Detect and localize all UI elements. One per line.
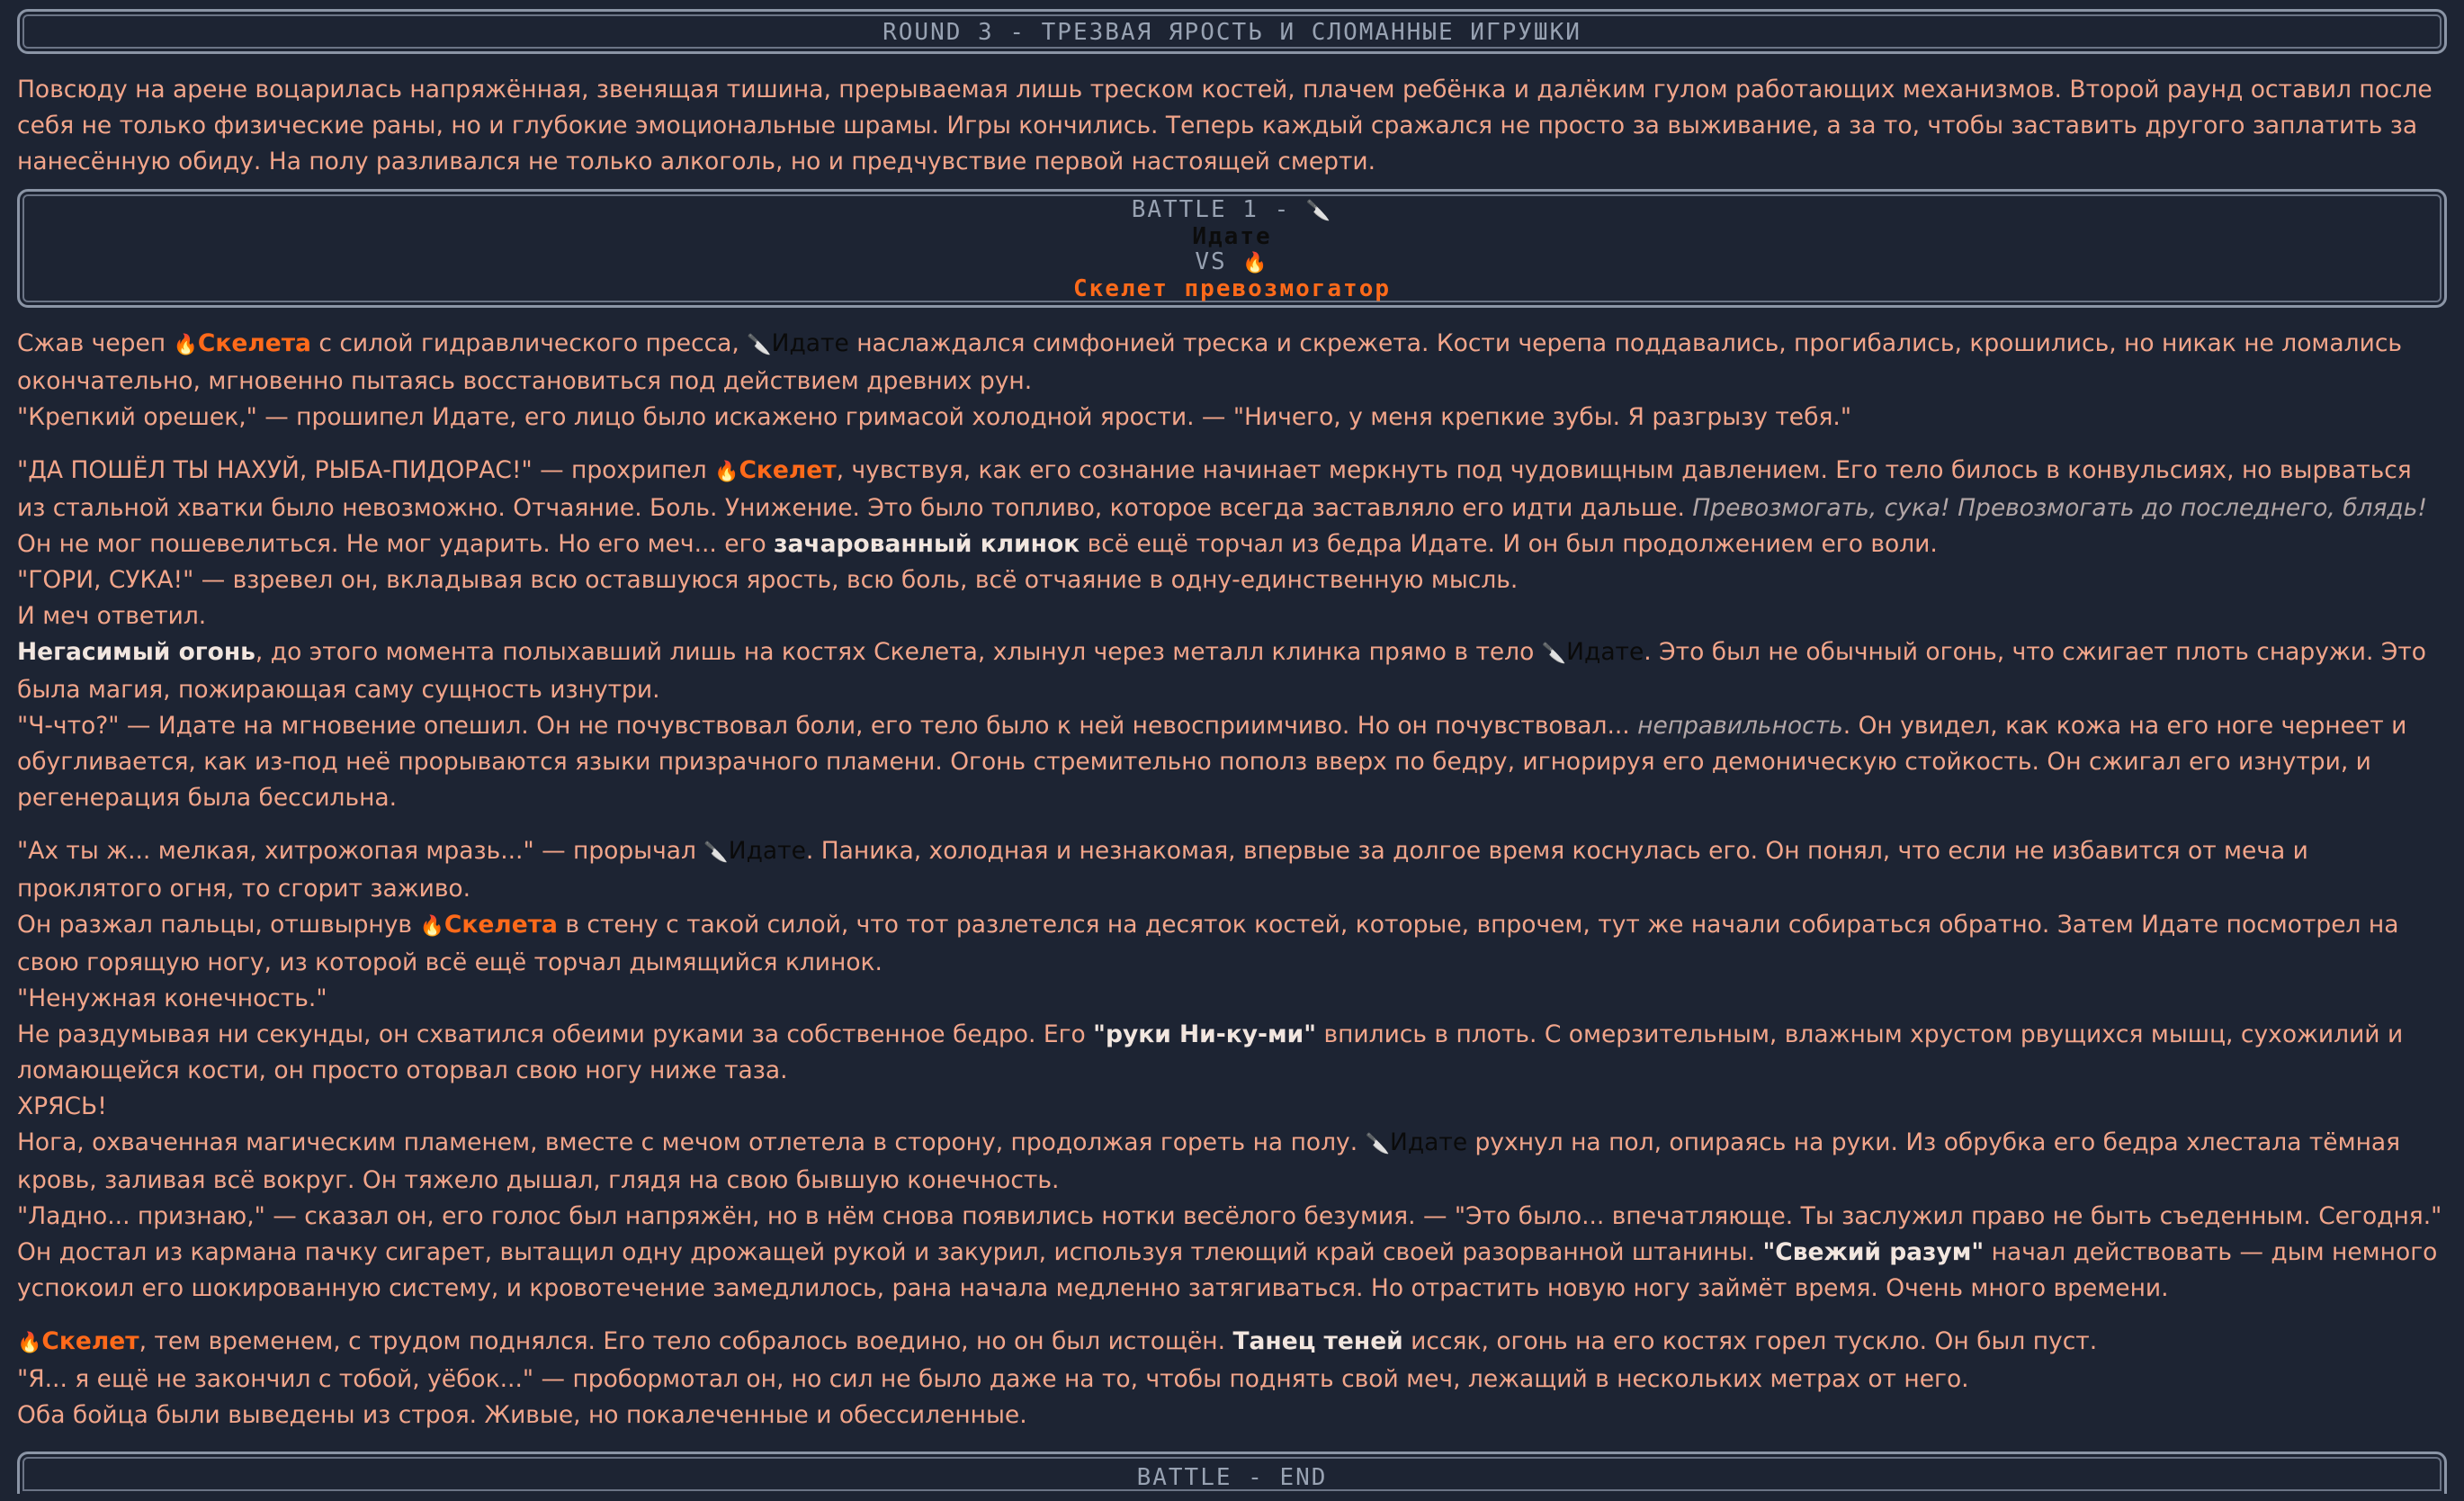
knife-icon: 🔪 bbox=[703, 841, 729, 864]
story-line: "Ч-что?" — Идате на мгновение опешил. Он не почувствовал боли, его тело было к ней невосприимчиво. Но он почувствовал... неправильность. Он увидел, как кожа на его ноге чернеет и обугливается, как из-под неё прорываются языки призрачного пламени. Огонь стремительно пополз вверх по бедру, игнорируя его демоническую стойкость. Он сжигал его изнутри, и регенерация была бессильна. bbox=[17, 712, 2407, 812]
story-line: "Ладно... признаю," — сказал он, его голос был напряжён, но в нём снова появились нотки весёлого безумия. — "Это было... впечатляюще. Ты заслужил право не быть съеденным. Сегодня." bbox=[17, 1202, 2442, 1230]
fire-icon: 🔥 bbox=[1242, 252, 1269, 274]
story-line: "Я... я ещё не закончил с тобой, уёбок..." — пробормотал он, но сил не было даже на то, чтобы поднять свой меч, лежащий в нескольких метрах от него. bbox=[17, 1365, 1969, 1393]
story-line: И меч ответил. bbox=[17, 602, 207, 630]
knife-icon: 🔪 bbox=[1305, 200, 1333, 222]
story-line: "Ненужная конечность." bbox=[17, 984, 327, 1012]
idate-name: Идате bbox=[728, 837, 806, 865]
knife-icon: 🔪 bbox=[1541, 643, 1567, 665]
story-line: 🔥Скелет, тем временем, с трудом поднялся. Его тело собралось воедино, но он был истощён. Танец теней иссяк, огонь на его костях горел тускло. Он был пуст. bbox=[17, 1327, 2098, 1355]
idate-name: Идате bbox=[771, 329, 849, 357]
battle-label: BATTLE 1 - bbox=[1131, 196, 1291, 223]
story-line: Не раздумывая ни секунды, он схватился обеими руками за собственное бедро. Его "руки Ни-ку-ми" впились в плоть. С омерзительным, влажным хрустом рвущихся мышц, сухожилий и ломающейся кости, он просто оторвал свою ногу ниже таза. bbox=[17, 1020, 2404, 1084]
knife-icon: 🔪 bbox=[747, 334, 772, 356]
battle-banner bbox=[17, 189, 2447, 308]
story-line: "ДА ПОШЁЛ ТЫ НАХУЙ, РЫБА-ПИДОРАС!" — прохрипел 🔥Скелет, чувствуя, как его сознание начинает меркнуть под чудовищным давлением. Его тело билось в конвульсиях, но вырваться из стальной хватки было невозможно. Отчаяние. Боль. Унижение. Это было топливо, которое всегда заставляло его идти дальше. Превозмогать, сука! Превозмогать до последнего, блядь! bbox=[17, 456, 2427, 522]
story-line: ХРЯСЬ! bbox=[17, 1092, 107, 1120]
story-line: "ГОРИ, СУКА!" — взревел он, вкладывая всю оставшуюся ярость, всю боль, всё отчаяние в одну-единственную мысль. bbox=[17, 566, 1519, 594]
story-line: "Крепкий орешек," — прошипел Идате, его лицо было искажено гримасой холодной ярости. — "Ничего, у меня крепкие зубы. Я разгрызу тебя." bbox=[17, 403, 1852, 431]
story-line: Он достал из кармана пачку сигарет, вытащил одну дрожащей рукой и закурил, используя тлеющий край своей разорванной штанины. "Свежий разум" начал действовать — дым немного успокоил его шокированную систему, и кровотечение замедлилось, рана начала медленно затягиваться. Но отрастить новую ногу займёт время. Очень много времени. bbox=[17, 1238, 2438, 1302]
fire-icon: 🔥 bbox=[419, 915, 444, 938]
story-line: "Ах ты ж... мелкая, хитрожопая мразь..." — прорычал 🔪Идате. Паника, холодная и незнакомая, впервые за долгое время коснулась его. Он понял, что если не избавится от меча и проклятого огня, то сгорит заживо. bbox=[17, 837, 2308, 903]
fire-icon: 🔥 bbox=[714, 461, 739, 483]
vs-label: VS bbox=[1195, 248, 1227, 275]
story-line: Нога, охваченная магическим пламенем, вместе с мечом отлетела в сторону, продолжая гореть на полу. 🔪Идате рухнул на пол, опираясь на руки. Из обрубка его бедра хлестала тёмная кровь, заливая всё вокруг. Он тяжело дышал, глядя на свою бывшую конечность. bbox=[17, 1128, 2401, 1194]
fire-icon: 🔥 bbox=[17, 1332, 42, 1354]
round-banner bbox=[17, 9, 2447, 54]
skeleton-name: Скелета bbox=[197, 329, 311, 357]
story-line: Он не мог пошевелиться. Не мог ударить. Но его меч... его зачарованный клинок всё ещё торчал из бедра Идате. И он был продолжением его воли. bbox=[17, 530, 1938, 558]
idate-name: Идате bbox=[1390, 1128, 1468, 1156]
battle-end-label: BATTLE - END bbox=[1136, 1464, 1328, 1491]
fighter1-name: Идате bbox=[1192, 223, 1272, 250]
skeleton-name: Скелет bbox=[41, 1327, 139, 1355]
story-line: Оба бойца были выведены из строя. Живые, но покалеченные и обессиленные. bbox=[17, 1401, 1027, 1429]
story-line: Сжав череп 🔥Скелета с силой гидравлического пресса, 🔪Идате наслаждался симфонией треска и скрежета. Кости черепа поддавались, прогибались, крошились, но никак не ломались окончательно, мгновенно пытаясь восстановиться под действием древних рун. bbox=[17, 329, 2403, 395]
knife-icon: 🔪 bbox=[1365, 1133, 1390, 1155]
intro-paragraph: Повсюду на арене воцарилась напряжённая, звенящая тишина, прерываемая лишь треском костей, плачем ребёнка и далёким гулом работающих механизмов. Второй раунд оставил после себя не только физические раны, но и глубокие эмоциональные шрамы. Игры кончились. Теперь каждый сражался не просто за выживание, а за то, чтобы заставить другого заплатить за нанесённую обиду. На полу разливался не только алкоголь, но и предчувствие первой настоящей смерти. bbox=[17, 76, 2433, 175]
skeleton-name: Скелет bbox=[739, 456, 837, 484]
fighter2-name: Скелет превозмогатор bbox=[1072, 275, 1392, 302]
fire-icon: 🔥 bbox=[173, 334, 198, 356]
battle-end-banner bbox=[17, 1452, 2447, 1494]
round-title: ROUND 3 - ТРЕЗВАЯ ЯРОСТЬ И СЛОМАННЫЕ ИГРУШКИ bbox=[883, 19, 1581, 46]
story-line: Он разжал пальцы, отшвырнув 🔥Скелета в стену с такой силой, что тот разлетелся на десяток костей, которые, впрочем, тут же начали собираться обратно. Затем Идате посмотрел на свою горящую ногу, из которой всё ещё торчал дымящийся клинок. bbox=[17, 911, 2399, 976]
story-line: Негасимый огонь, до этого момента полыхавший лишь на костях Скелета, хлынул через металл клинка прямо в тело 🔪Идате. Это был не обычный огонь, что сжигает плоть снаружи. Это была магия, пожирающая саму сущность изнутри. bbox=[17, 638, 2426, 704]
skeleton-name: Скелета bbox=[444, 911, 558, 939]
idate-name: Идате bbox=[1566, 638, 1644, 666]
